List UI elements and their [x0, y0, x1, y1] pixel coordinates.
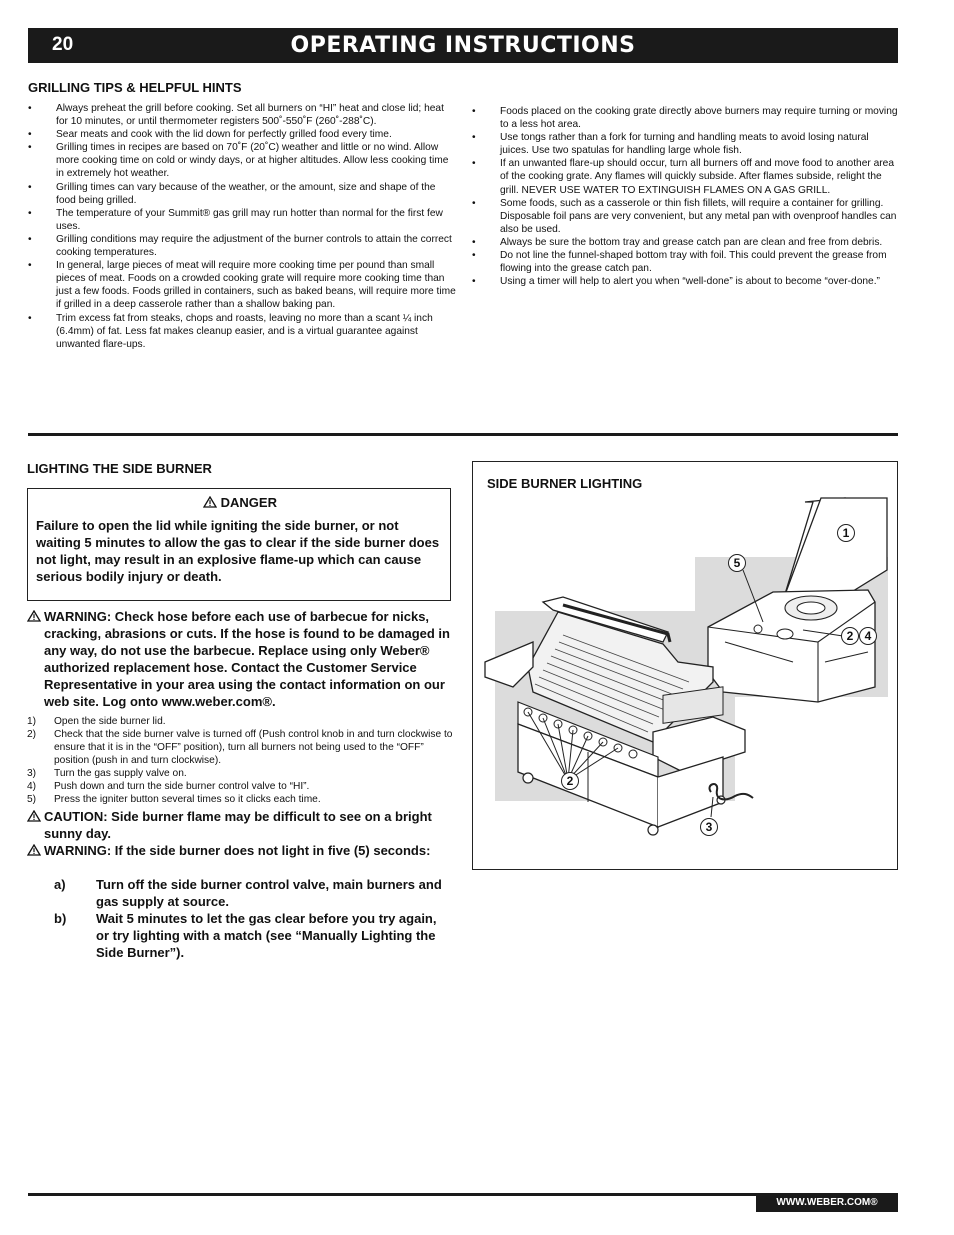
footer-url[interactable]: WWW.WEBER.COM® [776, 1197, 878, 1208]
callout-5: 5 [728, 554, 746, 572]
tip-item: • Always be sure the bottom tray and grease catch pan are clean and free from debris. [472, 236, 900, 249]
step-number: 1) [27, 716, 37, 727]
tip-item: • Use tongs rather than a fork for turning and handling meats to avoid losing natural juices. Use two spatulas for handling large whole fish. [472, 131, 900, 157]
tip-item: • Grilling times in recipes are based on 70˚F (20˚C) weather and little or no wind. Allow more cooking time on cold or windy days, or at higher altitudes. Allow less cooking time in extremely hot weather. [28, 141, 456, 180]
step-item [27, 728, 455, 767]
tip-item: • The temperature of your Summit® gas grill may run hotter than normal for the first few uses. [28, 207, 456, 233]
step-text: Push down and turn the side burner control valve to “HI”. [54, 781, 310, 792]
callout-2-grill: 2 [561, 772, 579, 790]
warning-light-text: WARNING: If the side burner does not light in five (5) seconds: [44, 843, 431, 858]
sub-step-label: a) [54, 877, 66, 892]
page-header [28, 28, 898, 63]
tip-item: • Grilling times can vary because of the weather, or the amount, size and shape of the food being grilled. [28, 181, 456, 207]
warning-triangle-icon [27, 844, 41, 856]
tip-item: • Do not line the funnel-shaped bottom tray with foil. This could prevent the grease from flowing into the grease catch pan. [472, 249, 900, 275]
step-text: Open the side burner lid. [54, 716, 166, 727]
step-number: 5) [27, 794, 37, 805]
step-text: Turn the gas supply valve on. [54, 768, 187, 779]
tip-item: • Using a timer will help to alert you when “well-done” is about to become “over-done.” [472, 275, 900, 288]
danger-box [27, 488, 451, 601]
page-title: OPERATING INSTRUCTIONS [290, 33, 636, 58]
warning-triangle-icon [27, 610, 41, 622]
danger-title [28, 495, 452, 510]
tip-item: • If an unwanted flare-up should occur, turn all burners off and move food to another area of the cooking grate. Any flames will quickly subside. After flames subside, relight the grill. NEVER USE WATER TO EXTINGUISH FLAMES ON A GAS GRILL. [472, 157, 900, 196]
warning-triangle-icon [27, 810, 41, 822]
step-number: 4) [27, 781, 37, 792]
tips-left-list [28, 102, 456, 351]
tip-item: • Some foods, such as a casserole or thin fish fillets, will require a container for grilling. Disposable foil pans are very convenient, but any metal pan with ovenproof handles can also be used. [472, 197, 900, 236]
step-item [27, 767, 455, 780]
sub-steps [54, 876, 449, 961]
caution-text: CAUTION: Side burner flame may be difficult to see on a bright sunny day. [44, 809, 432, 841]
danger-text: Failure to open the lid while igniting the side burner, or not waiting 5 minutes to allow the gas to clear if the side burner does not light, may result in an explosive flame-up which can cause serious bodily injury or death. [36, 518, 440, 584]
step-number: 3) [27, 768, 37, 779]
step-item [27, 793, 455, 806]
sub-step [54, 876, 449, 910]
step-item [27, 715, 455, 728]
tip-item: • Trim excess fat from steaks, chops and roasts, leaving no more than a scant ¼ inch (6.4mm) of fat. Less fat makes cleanup easier, and is a virtual guarantee against unwanted flare-ups. [28, 312, 456, 351]
warning-hose-text: WARNING: Check hose before each use of barbecue for nicks, cracking, abrasions or cuts. If the hose is found to be damaged in any way, do not use the barbecue. Replace using only Weber® authorized replacement hose. Contact the Customer Service Representative in your area using the contact information on our web site. Log onto www.weber.com®. [44, 609, 450, 709]
figure-box [472, 461, 898, 870]
sub-step-text: Turn off the side burner control valve, main burners and gas supply at source. [96, 877, 442, 909]
sub-step-text: Wait 5 minutes to let the gas clear before you try again, or try lighting with a match (see “Manually Lighting the Side Burner”). [96, 911, 437, 960]
tip-item: • Foods placed on the cooking grate directly above burners may require turning or moving to a less hot area. [472, 105, 900, 131]
callout-2-burner: 2 [841, 627, 859, 645]
section-divider [28, 433, 898, 436]
sub-step-label: b) [54, 911, 67, 926]
lighting-heading: LIGHTING THE SIDE BURNER [27, 461, 212, 476]
callout-1: 1 [837, 524, 855, 542]
step-number: 2) [27, 729, 37, 740]
sub-step [54, 910, 449, 961]
callout-4: 4 [859, 627, 877, 645]
warning-triangle-icon [203, 496, 217, 508]
side-burner-illustration [473, 462, 897, 869]
lighting-steps [27, 715, 455, 806]
caution-note [27, 808, 455, 842]
step-text: Check that the side burner valve is turned off (Push control knob in and turn clockwise to ensure that it is in the “OFF” position), turn all burners not being used to the “OFF” position (push in and turn clockwise). [54, 729, 453, 766]
danger-label: DANGER [220, 495, 277, 510]
figure-title: SIDE BURNER LIGHTING [487, 476, 643, 491]
warning-light [27, 842, 455, 859]
warning-hose [27, 608, 455, 710]
footer-bar [756, 1194, 898, 1212]
step-text: Press the igniter button several times so it clicks each time. [54, 794, 321, 805]
tip-item: • Always preheat the grill before cooking. Set all burners on “HI” heat and close lid; heat for 10 minutes, or until thermometer registers 500˚-550˚F (260˚-288˚C). [28, 102, 456, 128]
tip-item: • In general, large pieces of meat will require more cooking time per pound than small pieces of meat. Foods on a crowded cooking grate will require more cooking time than just a few foods. Foods grilled in containers, such as baked beans, will require more time if grilled in a deep casserole rather than a shallow baking pan. [28, 259, 456, 311]
page-number: 20 [52, 34, 74, 55]
tips-heading: GRILLING TIPS & HELPFUL HINTS [28, 80, 242, 95]
step-item [27, 780, 455, 793]
tip-item: • Grilling conditions may require the adjustment of the burner controls to attain the correct cooking temperatures. [28, 233, 456, 259]
tips-right-list [472, 105, 900, 288]
callout-3: 3 [700, 818, 718, 836]
tip-item: • Sear meats and cook with the lid down for perfectly grilled food every time. [28, 128, 456, 141]
